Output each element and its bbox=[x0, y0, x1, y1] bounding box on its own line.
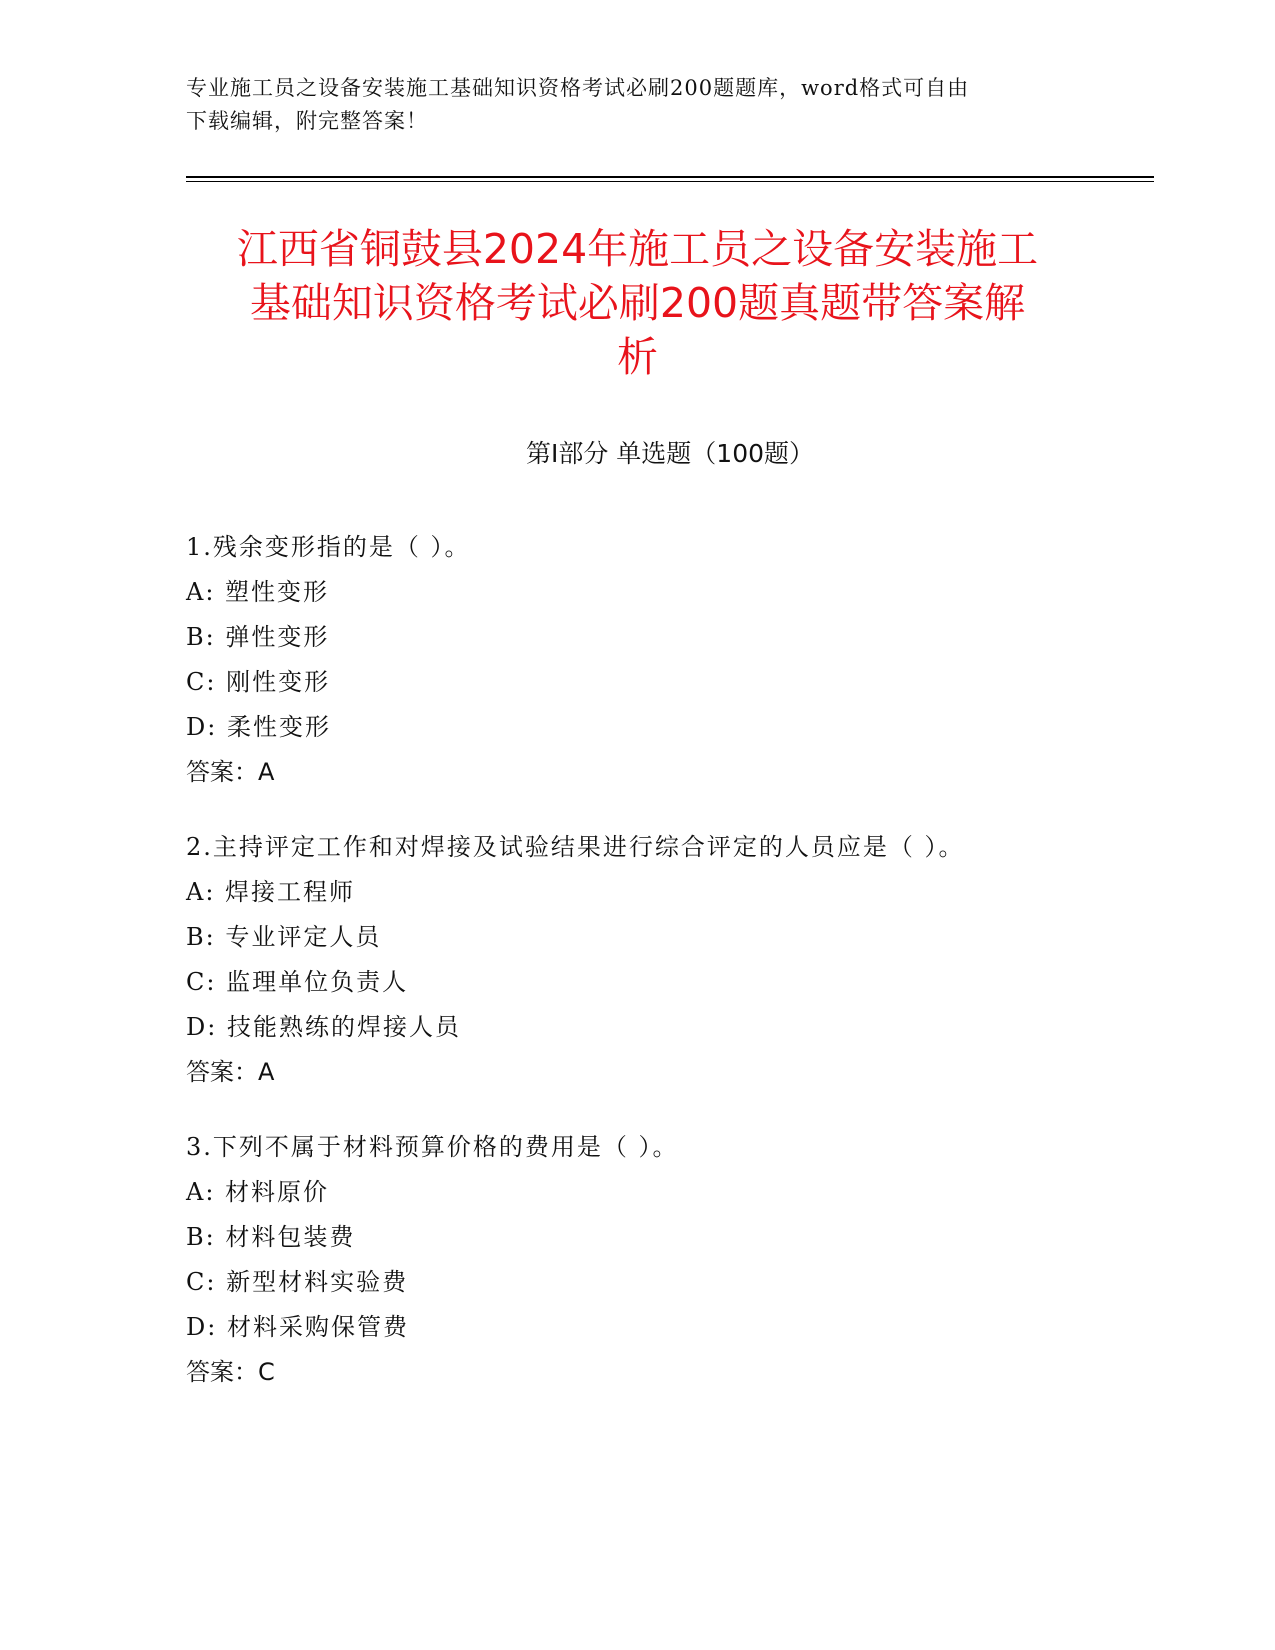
header-divider-thin bbox=[186, 181, 1154, 182]
question-2 bbox=[186, 825, 1154, 1095]
document-title bbox=[170, 222, 1105, 384]
option-c: C: 新型材料实验费 bbox=[186, 1268, 409, 1296]
title-line-2: 基础知识资格考试必刷200题真题带答案解 bbox=[249, 279, 1026, 327]
header-divider-thick bbox=[186, 176, 1154, 178]
option-b: B: 专业评定人员 bbox=[186, 923, 382, 951]
option-a: A: 塑性变形 bbox=[186, 578, 330, 606]
option-d: D: 柔性变形 bbox=[186, 713, 331, 741]
option-b: B: 弹性变形 bbox=[186, 623, 330, 651]
option-d: D: 材料采购保管费 bbox=[186, 1313, 409, 1341]
answer: 答案：C bbox=[186, 1358, 275, 1386]
question-3 bbox=[186, 1125, 1154, 1395]
title-line-1: 江西省铜鼓县2024年施工员之设备安装施工 bbox=[236, 225, 1039, 273]
question-1 bbox=[186, 525, 1154, 795]
header-note-line-1: 专业施工员之设备安装施工基础知识资格考试必刷200题题库，word格式可自由 bbox=[186, 76, 970, 100]
header-note-line-2: 下载编辑，附完整答案！ bbox=[186, 109, 428, 133]
question-stem: 3.下列不属于材料预算价格的费用是（ ）。 bbox=[186, 1133, 679, 1161]
option-a: A: 材料原价 bbox=[186, 1178, 330, 1206]
option-c: C: 刚性变形 bbox=[186, 668, 331, 696]
option-c: C: 监理单位负责人 bbox=[186, 968, 409, 996]
answer: 答案：A bbox=[186, 1058, 275, 1086]
question-stem: 2.主持评定工作和对焊接及试验结果进行综合评定的人员应是（ ）。 bbox=[186, 833, 965, 861]
header-note bbox=[186, 72, 1066, 138]
question-stem: 1.残余变形指的是（ ）。 bbox=[186, 533, 471, 561]
title-line-3: 析 bbox=[617, 333, 658, 381]
option-a: A: 焊接工程师 bbox=[186, 878, 356, 906]
option-b: B: 材料包装费 bbox=[186, 1223, 356, 1251]
option-d: D: 技能熟练的焊接人员 bbox=[186, 1013, 461, 1041]
section-title: 第Ⅰ部分 单选题（100题） bbox=[525, 439, 815, 468]
answer: 答案：A bbox=[186, 758, 275, 786]
question-list bbox=[186, 525, 1154, 1425]
